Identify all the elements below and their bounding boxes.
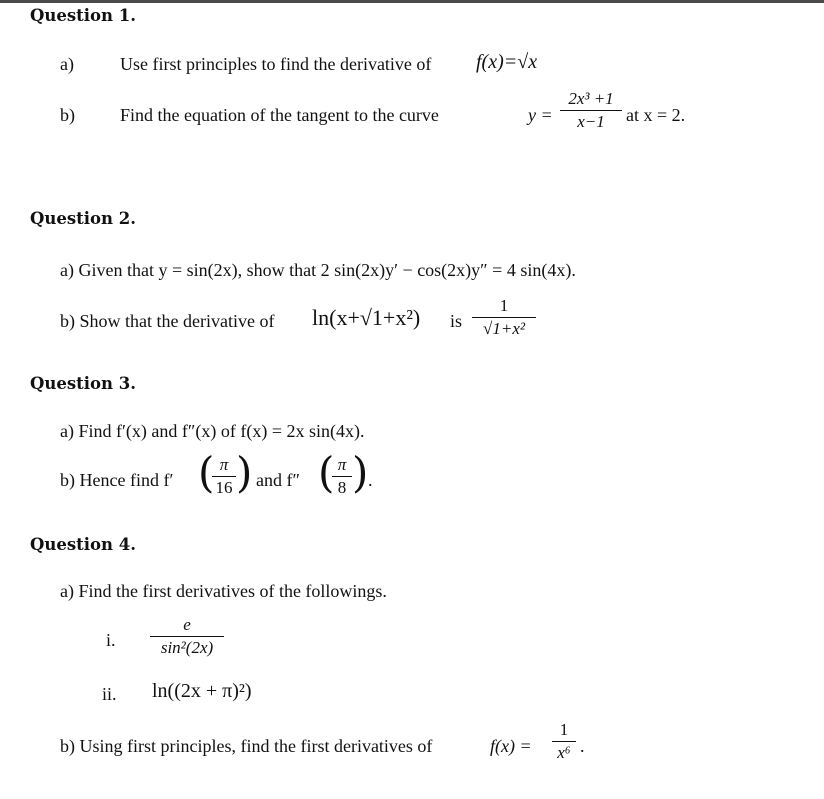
q4-b-f: f(x) = — [490, 736, 532, 756]
q1-b-denominator: x−1 — [577, 112, 605, 131]
question-2-title: Question 2. — [30, 209, 137, 228]
q1-a-text: Use first principles to find the derivative of — [120, 54, 432, 74]
q1-b-label: b) — [60, 105, 75, 125]
q2-b-fraction — [472, 296, 536, 339]
top-rule — [0, 0, 824, 3]
q1-a-expr: f(x)=√x — [476, 51, 538, 73]
q1-a-label: a) — [60, 54, 74, 74]
q3-b-fraction-1 — [212, 455, 236, 498]
q4-b-denominator: x⁶ — [557, 743, 571, 762]
fraction-bar — [560, 110, 622, 111]
q4-i-denominator: sin²(2x) — [160, 638, 214, 657]
left-paren: ( — [318, 448, 335, 497]
q3-b-numerator-1: π — [219, 455, 229, 474]
q4-b-period: . — [580, 736, 585, 756]
q3-b-text: b) Hence find f′ — [60, 470, 174, 490]
q1-b-numerator: 2x³ +1 — [568, 89, 614, 108]
q3-a-text: a) Find f′(x) and f″(x) of f(x) = 2x sin(4x). — [60, 421, 365, 441]
fraction-bar — [472, 317, 536, 318]
q1-b-y: y = — [528, 105, 553, 125]
q3-b-denominator-2: 8 — [337, 478, 347, 497]
question-3-title: Question 3. — [30, 374, 137, 393]
q3-b-fraction-2 — [332, 455, 352, 498]
q1-b-text: Find the equation of the tangent to the curve — [120, 105, 439, 125]
q3-b-period: . — [368, 470, 373, 490]
q4-b-fraction — [552, 720, 576, 763]
q3-b-and: and f″ — [256, 470, 300, 490]
q3-b-numerator-2: π — [337, 455, 347, 474]
q4-ii-label: ii. — [102, 684, 117, 704]
question-4-title: Question 4. — [30, 535, 137, 554]
q1-b-tail: at x = 2. — [626, 105, 686, 125]
q2-b-denominator: √1+x² — [483, 319, 525, 338]
q2-a-text: a) Given that y = sin(2x), show that 2 sin(2x)y′ − cos(2x)y″ = 4 sin(4x). — [60, 260, 576, 280]
left-paren: ( — [198, 448, 215, 497]
right-paren: ) — [236, 448, 253, 497]
fraction-bar — [332, 476, 352, 477]
q4-i-fraction — [150, 615, 224, 658]
q2-b-text: b) Show that the derivative of — [60, 311, 275, 331]
q2-b-is: is — [450, 311, 463, 331]
fraction-bar — [212, 476, 236, 477]
q4-a-text: a) Find the first derivatives of the followings. — [60, 581, 387, 601]
fraction-bar — [150, 636, 224, 637]
fraction-bar — [552, 741, 576, 742]
question-1-title: Question 1. — [30, 6, 137, 25]
q4-i-label: i. — [106, 630, 116, 650]
q4-b-text: b) Using first principles, find the first derivatives of — [60, 736, 433, 756]
q2-b-ln-expr: ln(x+√1+x²) — [312, 305, 421, 330]
q2-b-numerator: 1 — [499, 296, 509, 315]
q1-b-fraction — [560, 89, 622, 132]
right-paren: ) — [352, 448, 369, 497]
q4-ii-expr: ln((2x + π)²) — [152, 680, 252, 702]
q4-b-numerator: 1 — [559, 720, 569, 739]
q4-i-numerator: e — [183, 615, 191, 634]
q3-b-denominator-1: 16 — [215, 478, 233, 497]
